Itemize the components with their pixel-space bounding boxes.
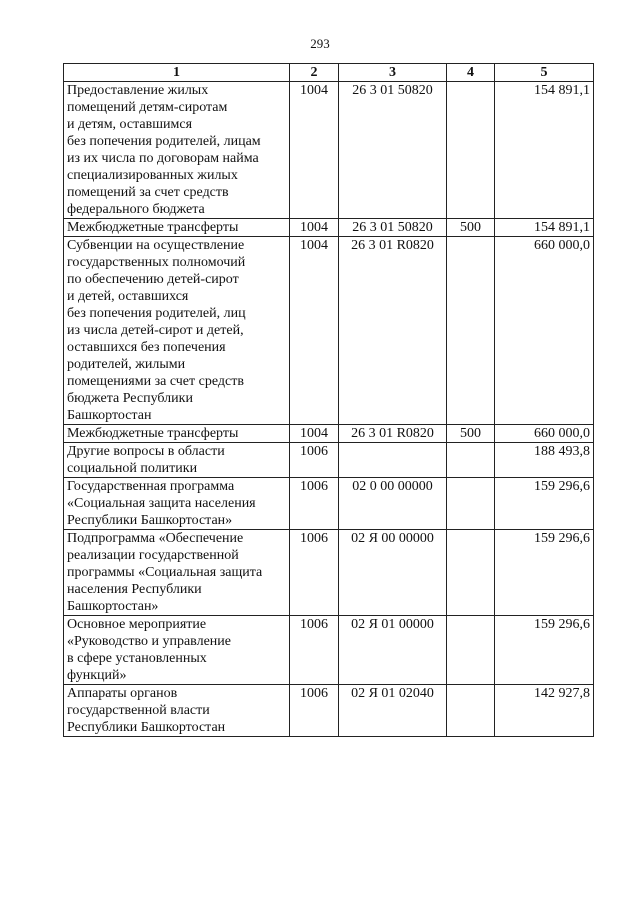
- row-code: 02 Я 01 00000: [339, 616, 447, 685]
- row-amount: 660 000,0: [495, 425, 594, 443]
- row-name: Государственная программа «Социальная защита населения Республики Башкортостан»: [64, 478, 290, 530]
- row-type: [447, 82, 495, 219]
- row-type: [447, 685, 495, 737]
- row-code: 02 Я 01 02040: [339, 685, 447, 737]
- row-code: 26 3 01 R0820: [339, 425, 447, 443]
- row-type: [447, 443, 495, 478]
- row-amount: 188 493,8: [495, 443, 594, 478]
- row-amount: 159 296,6: [495, 478, 594, 530]
- row-name: Аппараты органов государственной власти Республики Башкортостан: [64, 685, 290, 737]
- row-code: 02 0 00 00000: [339, 478, 447, 530]
- row-code: 26 3 01 R0820: [339, 237, 447, 425]
- row-type: [447, 478, 495, 530]
- row-type: [447, 616, 495, 685]
- row-section: 1006: [290, 443, 339, 478]
- row-name: Субвенции на осуществление государственных полномочий по обеспечению детей-сирот и детей, оставшихся без попечения родителей, лиц из числа детей-сирот и детей, оставшихся без попечения родителей, жилыми помещениями за счет средств бюджета Республики Башкортостан: [64, 237, 290, 425]
- row-name: Другие вопросы в области социальной политики: [64, 443, 290, 478]
- table-row: [64, 237, 594, 425]
- table-row: [64, 219, 594, 237]
- row-section: 1006: [290, 616, 339, 685]
- header-col-1: 1: [64, 64, 290, 82]
- row-name: Межбюджетные трансферты: [64, 219, 290, 237]
- row-amount: 660 000,0: [495, 237, 594, 425]
- row-section: 1006: [290, 685, 339, 737]
- header-col-2: 2: [290, 64, 339, 82]
- row-code: 26 3 01 50820: [339, 82, 447, 219]
- table-row: [64, 530, 594, 616]
- header-row: [64, 64, 594, 82]
- row-code: [339, 443, 447, 478]
- row-amount: 142 927,8: [495, 685, 594, 737]
- header-col-4: 4: [447, 64, 495, 82]
- budget-table: [63, 63, 594, 737]
- row-type: 500: [447, 219, 495, 237]
- row-type: [447, 237, 495, 425]
- table-row: [64, 82, 594, 219]
- page-number: 293: [310, 36, 330, 51]
- row-name: Подпрограмма «Обеспечение реализации государственной программы «Социальная защита населения Республики Башкортостан»: [64, 530, 290, 616]
- row-amount: 154 891,1: [495, 219, 594, 237]
- row-amount: 154 891,1: [495, 82, 594, 219]
- header-col-5: 5: [495, 64, 594, 82]
- row-amount: 159 296,6: [495, 530, 594, 616]
- row-code: 26 3 01 50820: [339, 219, 447, 237]
- row-name: Межбюджетные трансферты: [64, 425, 290, 443]
- table-row: [64, 425, 594, 443]
- row-type: 500: [447, 425, 495, 443]
- row-section: 1004: [290, 237, 339, 425]
- table-row: [64, 478, 594, 530]
- row-section: 1004: [290, 425, 339, 443]
- row-section: 1004: [290, 219, 339, 237]
- header-col-3: 3: [339, 64, 447, 82]
- table-row: [64, 685, 594, 737]
- row-name: Основное мероприятие «Руководство и управление в сфере установленных функций»: [64, 616, 290, 685]
- row-amount: 159 296,6: [495, 616, 594, 685]
- row-section: 1006: [290, 530, 339, 616]
- row-type: [447, 530, 495, 616]
- row-code: 02 Я 00 00000: [339, 530, 447, 616]
- row-section: 1004: [290, 82, 339, 219]
- row-section: 1006: [290, 478, 339, 530]
- table-row: [64, 443, 594, 478]
- table-row: [64, 616, 594, 685]
- row-name: Предоставление жилых помещений детям-сиротам и детям, оставшимся без попечения родителей, лицам из их числа по договорам найма специализированных жилых помещений за счет средств федерального бюджета: [64, 82, 290, 219]
